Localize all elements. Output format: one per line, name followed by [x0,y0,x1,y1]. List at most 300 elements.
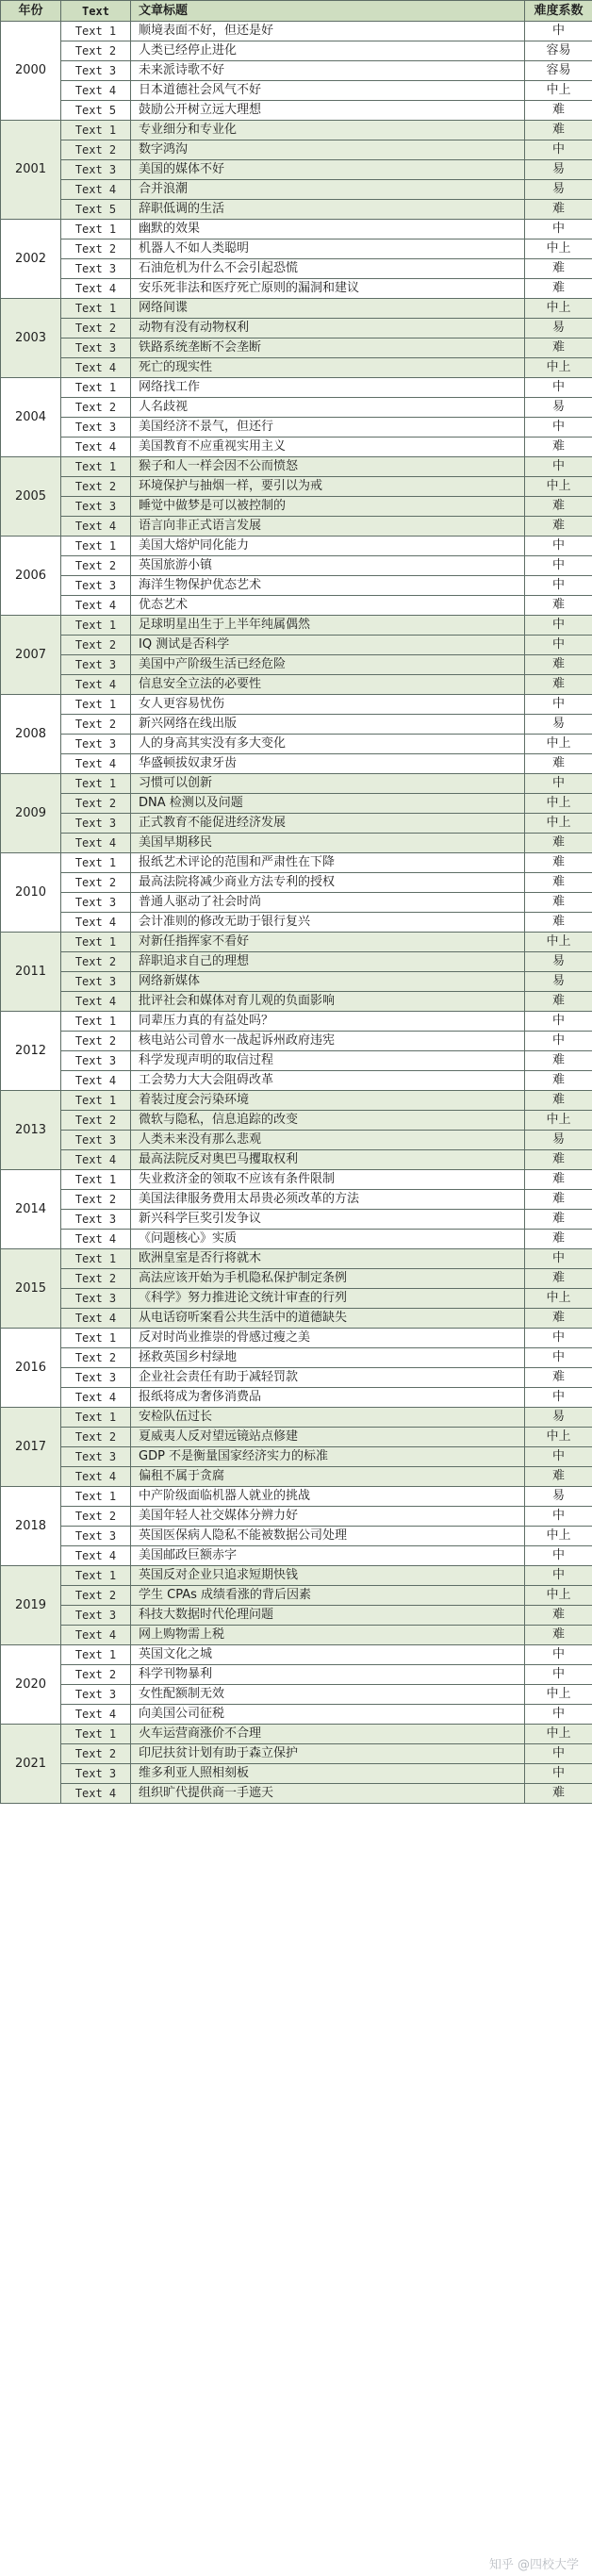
text-number-cell: Text 4 [61,754,131,774]
article-title-cell: 企业社会责任有助于减轻罚款 [131,1368,525,1388]
article-title-cell: 维多利亚人照相刻板 [131,1764,525,1784]
table-row [1,22,592,41]
text-number-cell: Text 4 [61,81,131,101]
difficulty-cell: 中上 [525,1111,592,1131]
article-title-cell: 人类已经停止进化 [131,41,525,61]
difficulty-cell: 易 [525,1487,592,1507]
article-title-cell: 高法应该开始为手机隐私保护制定条例 [131,1269,525,1289]
text-number-cell: Text 3 [61,576,131,596]
difficulty-cell: 难 [525,655,592,675]
table-row [1,1170,592,1190]
table-row [1,319,592,339]
table-row [1,121,592,140]
difficulty-cell: 难 [525,279,592,299]
year-cell: 2012 [1,1012,61,1091]
text-number-cell: Text 3 [61,735,131,754]
difficulty-cell: 中 [525,537,592,556]
text-number-cell: Text 1 [61,1408,131,1428]
table-row [1,1586,592,1606]
table-row [1,1428,592,1447]
difficulty-cell: 中 [525,616,592,636]
article-title-cell: 《问题核心》实质 [131,1230,525,1249]
article-title-cell: 工会势力大大会阻碍改革 [131,1071,525,1091]
difficulty-cell: 中 [525,1645,592,1665]
table-row [1,1289,592,1309]
table-row [1,220,592,239]
text-number-cell: Text 3 [61,1764,131,1784]
table-row [1,636,592,655]
text-number-cell: Text 3 [61,160,131,180]
article-title-cell: 科学刊物暴利 [131,1665,525,1685]
text-number-cell: Text 4 [61,1784,131,1804]
table-row [1,378,592,398]
article-title-cell: 语言向非正式语言发展 [131,517,525,537]
year-cell: 2000 [1,22,61,121]
text-number-cell: Text 3 [61,418,131,438]
table-row [1,992,592,1012]
text-number-cell: Text 4 [61,180,131,200]
difficulty-cell: 中 [525,695,592,715]
text-number-cell: Text 4 [61,1705,131,1725]
difficulty-cell: 中 [525,220,592,239]
text-number-cell: Text 4 [61,1626,131,1645]
text-number-cell: Text 3 [61,893,131,913]
text-number-cell: Text 3 [61,814,131,834]
article-title-cell: 正式教育不能促进经济发展 [131,814,525,834]
difficulty-cell: 中 [525,1507,592,1527]
article-title-cell: 人类未来没有那么悲观 [131,1131,525,1150]
text-number-cell: Text 1 [61,1725,131,1744]
difficulty-cell: 难 [525,1784,592,1804]
table-row [1,873,592,893]
table-row [1,1447,592,1467]
text-number-cell: Text 4 [61,596,131,616]
difficulty-cell: 中 [525,556,592,576]
text-number-cell: Text 3 [61,497,131,517]
article-title-cell: 对新任指挥家不看好 [131,933,525,952]
table-row [1,853,592,873]
text-number-cell: Text 4 [61,834,131,853]
year-cell: 2019 [1,1566,61,1645]
text-number-cell: Text 2 [61,1190,131,1210]
text-number-cell: Text 1 [61,22,131,41]
text-number-cell: Text 2 [61,1428,131,1447]
article-title-cell: 数字鸿沟 [131,140,525,160]
table-row [1,1685,592,1705]
text-number-cell: Text 2 [61,1348,131,1368]
table-row [1,1032,592,1051]
article-title-cell: 安检队伍过长 [131,1408,525,1428]
difficulty-cell: 难 [525,259,592,279]
article-title-cell: 女人更容易忧伤 [131,695,525,715]
text-number-cell: Text 4 [61,1388,131,1408]
difficulty-cell: 难 [525,992,592,1012]
article-title-cell: 美国中产阶级生活已经危险 [131,655,525,675]
text-number-cell: Text 1 [61,1249,131,1269]
article-title-cell: 反对时尚业推崇的骨感过瘦之美 [131,1329,525,1348]
table-row [1,1784,592,1804]
text-number-cell: Text 3 [61,1685,131,1705]
table-row [1,933,592,952]
difficulty-cell: 难 [525,121,592,140]
table-row [1,1546,592,1566]
difficulty-cell: 中上 [525,1527,592,1546]
difficulty-cell: 易 [525,952,592,972]
table-row [1,972,592,992]
difficulty-cell: 难 [525,1606,592,1626]
article-title-cell: 火车运营商涨价不合理 [131,1725,525,1744]
article-title-cell: 美国的媒体不好 [131,160,525,180]
article-title-cell: 睡觉中做梦是可以被控制的 [131,497,525,517]
article-title-cell: 组织旷代提供商一手遮天 [131,1784,525,1804]
text-number-cell: Text 4 [61,1230,131,1249]
article-title-cell: 美国大熔炉同化能力 [131,537,525,556]
table-row [1,1665,592,1685]
article-title-cell: 人名歧视 [131,398,525,418]
table-row [1,438,592,457]
text-number-cell: Text 2 [61,477,131,497]
table-row [1,497,592,517]
table-row [1,200,592,220]
article-title-cell: 辞职追求自己的理想 [131,952,525,972]
text-number-cell: Text 1 [61,121,131,140]
text-number-cell: Text 1 [61,220,131,239]
text-number-cell: Text 2 [61,239,131,259]
table-row [1,834,592,853]
difficulty-cell: 易 [525,160,592,180]
difficulty-cell: 易 [525,319,592,339]
table-row [1,1606,592,1626]
article-title-cell: DNA 检测以及问题 [131,794,525,814]
difficulty-cell: 难 [525,101,592,121]
difficulty-cell: 难 [525,1071,592,1091]
text-number-cell: Text 5 [61,101,131,121]
text-number-cell: Text 2 [61,1269,131,1289]
table-row [1,774,592,794]
year-cell: 2018 [1,1487,61,1566]
table-row [1,239,592,259]
table-row [1,259,592,279]
article-title-cell: 习惯可以创新 [131,774,525,794]
difficulty-cell: 中 [525,1348,592,1368]
article-title-cell: 批评社会和媒体对育儿观的负面影响 [131,992,525,1012]
article-title-cell: 合并浪潮 [131,180,525,200]
table-row [1,1467,592,1487]
text-number-cell: Text 2 [61,952,131,972]
text-number-cell: Text 1 [61,457,131,477]
article-title-cell: 机器人不如人类聪明 [131,239,525,259]
difficulty-cell: 难 [525,893,592,913]
table-row [1,101,592,121]
article-title-cell: 报纸将成为奢侈消费品 [131,1388,525,1408]
text-number-cell: Text 2 [61,1507,131,1527]
difficulty-cell: 中上 [525,1725,592,1744]
text-number-cell: Text 2 [61,794,131,814]
table-row [1,358,592,378]
table-row [1,596,592,616]
text-number-cell: Text 4 [61,913,131,933]
text-number-cell: Text 3 [61,1368,131,1388]
article-title-cell: 美国早期移民 [131,834,525,853]
year-cell: 2014 [1,1170,61,1249]
text-number-cell: Text 1 [61,1487,131,1507]
article-title-cell: 网络找工作 [131,378,525,398]
text-number-cell: Text 3 [61,1527,131,1546]
difficulty-cell: 易 [525,972,592,992]
table-row [1,1348,592,1368]
text-number-cell: Text 2 [61,1586,131,1606]
article-title-cell: 优态艺术 [131,596,525,616]
article-title-cell: 科技大数据时代伦理问题 [131,1606,525,1626]
article-title-cell: 《科学》努力推进论文统计审查的行列 [131,1289,525,1309]
year-cell: 2021 [1,1725,61,1804]
text-number-cell: Text 4 [61,279,131,299]
year-cell: 2016 [1,1329,61,1408]
difficulty-cell: 中 [525,418,592,438]
difficulty-cell: 难 [525,596,592,616]
table-row [1,556,592,576]
text-number-cell: Text 3 [61,1606,131,1626]
year-cell: 2020 [1,1645,61,1725]
article-title-cell: 环境保护与抽烟一样，要引以为戒 [131,477,525,497]
article-title-cell: 科学发现声明的取信过程 [131,1051,525,1071]
difficulty-cell: 难 [525,339,592,358]
difficulty-cell: 难 [525,1210,592,1230]
article-title-cell: 美国邮政巨额赤字 [131,1546,525,1566]
year-cell: 2010 [1,853,61,933]
difficulty-cell: 难 [525,200,592,220]
article-title-cell: 拯救英国乡村绿地 [131,1348,525,1368]
difficulty-cell: 中上 [525,814,592,834]
difficulty-cell: 中 [525,1665,592,1685]
text-number-cell: Text 1 [61,537,131,556]
text-number-cell: Text 4 [61,1309,131,1329]
difficulty-cell: 难 [525,1309,592,1329]
article-title-cell: 中产阶级面临机器人就业的挑战 [131,1487,525,1507]
difficulty-cell: 中上 [525,1586,592,1606]
article-title-cell: 最高法院反对奥巴马攫取权利 [131,1150,525,1170]
text-number-cell: Text 2 [61,873,131,893]
article-title-cell: 偏租不属于贪腐 [131,1467,525,1487]
year-cell: 2009 [1,774,61,853]
table-row [1,576,592,596]
year-cell: 2005 [1,457,61,537]
year-cell: 2006 [1,537,61,616]
article-title-cell: 幽默的效果 [131,220,525,239]
difficulty-cell: 中上 [525,477,592,497]
table-row [1,1230,592,1249]
article-title-cell: 信息安全立法的必要性 [131,675,525,695]
article-title-cell: 网上购物需上税 [131,1626,525,1645]
text-number-cell: Text 4 [61,1467,131,1487]
year-cell: 2017 [1,1408,61,1487]
text-number-cell: Text 1 [61,933,131,952]
table-row [1,1111,592,1131]
text-number-cell: Text 3 [61,61,131,81]
table-row [1,913,592,933]
article-title-cell: 着装过度会污染环境 [131,1091,525,1111]
difficulty-cell: 难 [525,1467,592,1487]
difficulty-cell: 中上 [525,735,592,754]
text-number-cell: Text 3 [61,1289,131,1309]
text-number-cell: Text 1 [61,774,131,794]
article-title-cell: 学生 CPAs 成绩看涨的背后因素 [131,1586,525,1606]
table-row [1,1725,592,1744]
text-number-cell: Text 4 [61,517,131,537]
text-number-cell: Text 4 [61,438,131,457]
article-title-cell: 足球明星出生于上半年纯属偶然 [131,616,525,636]
difficulty-cell: 中 [525,1705,592,1725]
year-cell: 2011 [1,933,61,1012]
article-title-cell: 美国法律服务费用太昂贵必须改革的方法 [131,1190,525,1210]
difficulty-cell: 难 [525,754,592,774]
table-row [1,140,592,160]
article-title-cell: 美国年轻人社交媒体分辨力好 [131,1507,525,1527]
text-number-cell: Text 1 [61,1091,131,1111]
header-title: 文章标题 [131,1,525,22]
article-title-cell: 美国经济不景气，但还行 [131,418,525,438]
difficulty-cell: 难 [525,1170,592,1190]
article-title-cell: 动物有没有动物权利 [131,319,525,339]
text-number-cell: Text 2 [61,1111,131,1131]
text-number-cell: Text 2 [61,1032,131,1051]
article-title-cell: 印尼扶贫计划有助于森立保护 [131,1744,525,1764]
text-number-cell: Text 5 [61,200,131,220]
article-title-cell: 英国旅游小镇 [131,556,525,576]
table-row [1,537,592,556]
table-row [1,1249,592,1269]
text-number-cell: Text 2 [61,636,131,655]
difficulty-cell: 中上 [525,81,592,101]
difficulty-cell: 难 [525,675,592,695]
table-row [1,616,592,636]
article-title-cell: 华盛顿拔奴隶牙齿 [131,754,525,774]
table-row [1,1645,592,1665]
article-title-cell: 猴子和人一样会因不公而愤怒 [131,457,525,477]
table-row [1,893,592,913]
difficulty-cell: 难 [525,1051,592,1071]
difficulty-cell: 中上 [525,1289,592,1309]
table-body [1,22,592,1804]
table-row [1,279,592,299]
table-row [1,675,592,695]
table-row [1,1507,592,1527]
table-row [1,339,592,358]
difficulty-cell: 中 [525,1012,592,1032]
text-number-cell: Text 3 [61,655,131,675]
table-row [1,477,592,497]
text-number-cell: Text 4 [61,992,131,1012]
text-number-cell: Text 1 [61,1566,131,1586]
difficulty-cell: 难 [525,834,592,853]
header-year: 年份 [1,1,61,22]
watermark-text: 知乎 @四校大学 [488,2558,579,2572]
article-title-cell: 未来派诗歌不好 [131,61,525,81]
table-row [1,1566,592,1586]
difficulty-cell: 易 [525,180,592,200]
difficulty-cell: 中 [525,1447,592,1467]
text-number-cell: Text 1 [61,853,131,873]
article-title-cell: 辞职低调的生活 [131,200,525,220]
article-title-cell: 铁路系统垄断不会垄断 [131,339,525,358]
difficulty-cell: 难 [525,873,592,893]
article-title-cell: 英国医保病人隐私不能被数据公司处理 [131,1527,525,1546]
article-title-cell: 专业细分和专业化 [131,121,525,140]
article-title-cell: 女性配额制无效 [131,1685,525,1705]
article-title-cell: 英国反对企业只追求短期快钱 [131,1566,525,1586]
text-number-cell: Text 3 [61,1131,131,1150]
header-difficulty: 难度系数 [525,1,592,22]
year-cell: 2001 [1,121,61,220]
difficulty-cell: 难 [525,913,592,933]
table-row [1,1150,592,1170]
difficulty-cell: 难 [525,1269,592,1289]
table-row [1,160,592,180]
table-row [1,418,592,438]
table-row [1,1071,592,1091]
difficulty-cell: 中 [525,1546,592,1566]
difficulty-cell: 难 [525,1150,592,1170]
year-cell: 2003 [1,299,61,378]
difficulty-cell: 难 [525,1368,592,1388]
difficulty-cell: 中 [525,1388,592,1408]
article-title-cell: GDP 不是衡量国家经济实力的标准 [131,1447,525,1467]
article-title-cell: 顺境表面不好，但还是好 [131,22,525,41]
difficulty-cell: 难 [525,1091,592,1111]
article-title-cell: 欧洲皇室是否行将就木 [131,1249,525,1269]
table-row [1,1368,592,1388]
table-row [1,41,592,61]
difficulty-cell: 中 [525,378,592,398]
difficulty-cell: 中 [525,1744,592,1764]
article-title-cell: 从电话窃听案看公共生活中的道德缺失 [131,1309,525,1329]
difficulty-cell: 易 [525,398,592,418]
text-number-cell: Text 2 [61,1744,131,1764]
table-row [1,952,592,972]
difficulty-cell: 中 [525,1764,592,1784]
text-number-cell: Text 2 [61,715,131,735]
table-row [1,1744,592,1764]
header-text: Text [61,1,131,22]
difficulty-cell: 中上 [525,933,592,952]
table-row [1,1626,592,1645]
text-number-cell: Text 4 [61,1150,131,1170]
text-number-cell: Text 2 [61,398,131,418]
text-number-cell: Text 1 [61,1170,131,1190]
table-row [1,814,592,834]
difficulty-cell: 难 [525,1230,592,1249]
article-title-cell: 石油危机为什么不会引起恐慌 [131,259,525,279]
difficulty-cell: 难 [525,497,592,517]
article-title-cell: 向美国公司征税 [131,1705,525,1725]
difficulty-cell: 中 [525,1032,592,1051]
table-row [1,1012,592,1032]
article-title-cell: 安乐死非法和医疗死亡原则的漏洞和建议 [131,279,525,299]
text-number-cell: Text 1 [61,1329,131,1348]
text-number-cell: Text 4 [61,1546,131,1566]
text-number-cell: Text 2 [61,319,131,339]
difficulty-cell: 中上 [525,794,592,814]
difficulty-cell: 容易 [525,41,592,61]
text-number-cell: Text 2 [61,1665,131,1685]
table-row [1,517,592,537]
difficulty-cell: 中 [525,1566,592,1586]
table-row [1,1091,592,1111]
table-row [1,754,592,774]
difficulty-cell: 容易 [525,61,592,81]
article-title-cell: 死亡的现实性 [131,358,525,378]
difficulty-cell: 中 [525,1329,592,1348]
